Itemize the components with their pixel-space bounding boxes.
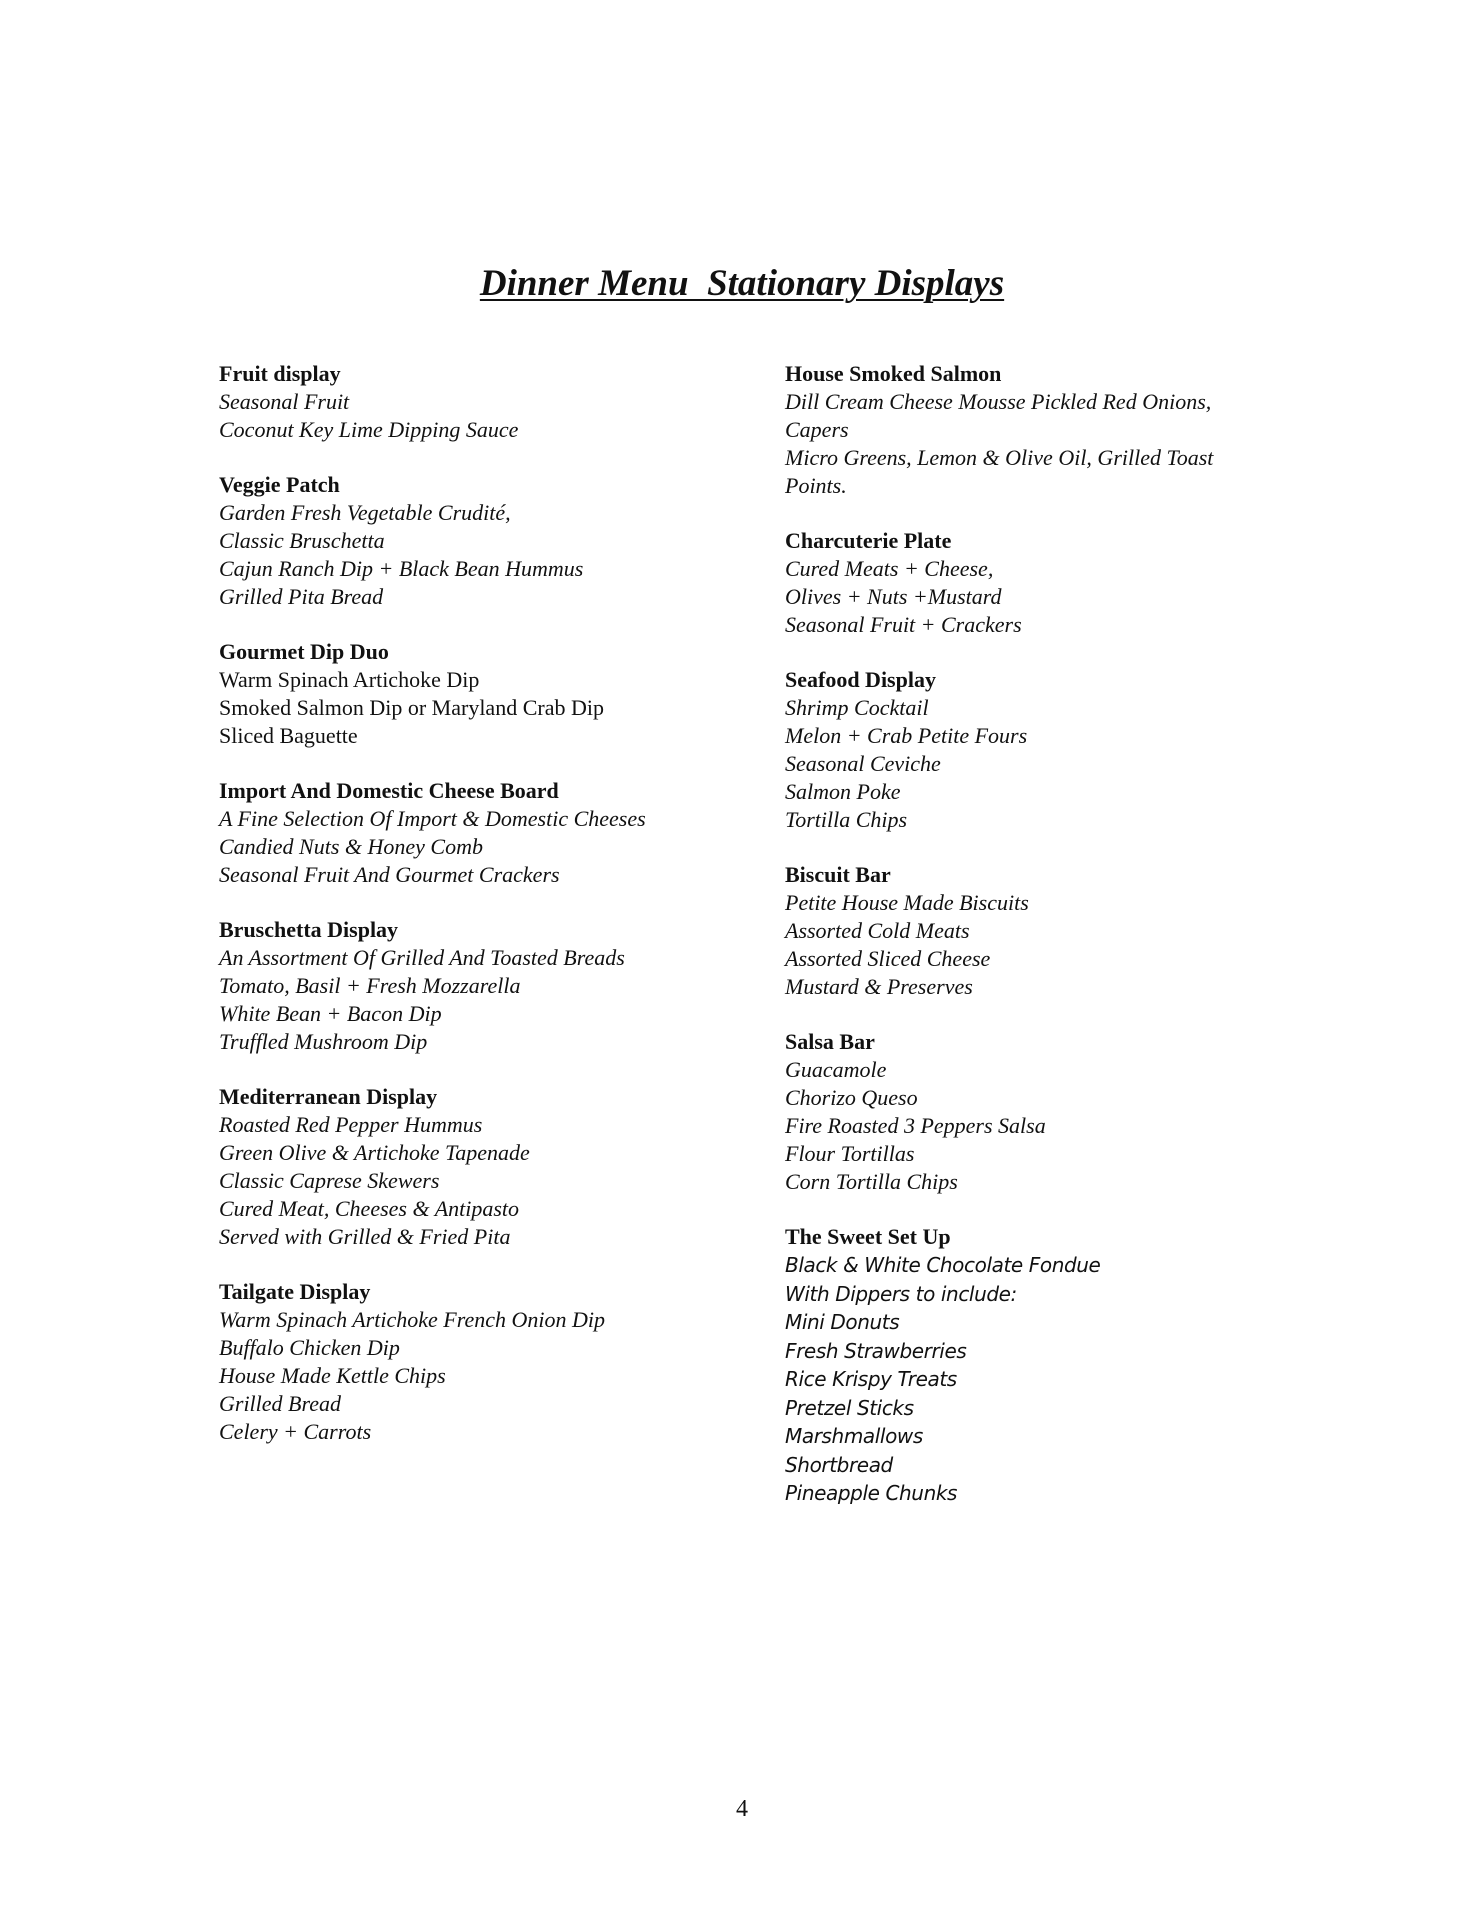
menu-section-salsa-bar [785,1028,1285,1196]
section-title: Import And Domestic Cheese Board [219,778,559,803]
page-title: Dinner Menu Stationary Displays [479,263,1005,304]
section-title: Tailgate Display [219,1279,371,1304]
menu-section-import-and-domestic-cheese-board [219,777,759,889]
menu-item: Melon + Crab Petite Fours [785,723,1028,748]
menu-section-biscuit-bar [785,861,1285,1001]
menu-item: Classic Bruschetta [219,528,385,553]
menu-item: Black & White Chocolate Fondue [785,1253,1101,1277]
section-title: Fruit display [219,361,341,386]
menu-item: Smoked Salmon Dip or Maryland Crab Dip [219,695,604,720]
menu-item: Micro Greens, Lemon & Olive Oil, Grilled Toast [785,445,1214,470]
menu-section-gourmet-dip-duo [219,638,759,750]
menu-item: Cured Meat, Cheeses & Antipasto [219,1196,520,1221]
menu-item: Tortilla Chips [785,807,908,832]
menu-item: A Fine Selection Of Import & Domestic Cheeses [219,806,646,831]
menu-item: White Bean + Bacon Dip [219,1001,442,1026]
menu-item: Grilled Bread [219,1391,341,1416]
menu-item: Seasonal Fruit + Crackers [785,612,1022,637]
menu-section-fruit-display [219,360,759,444]
menu-item: Capers [785,417,849,442]
menu-item: Shortbread [785,1452,893,1477]
right-menu-column [785,360,1285,1535]
menu-section-the-sweet-set-up [785,1223,1285,1508]
menu-section-charcuterie-plate [785,527,1285,639]
menu-item: Points. [785,473,847,498]
menu-item: Warm Spinach Artichoke French Onion Dip [219,1307,605,1332]
menu-item: Marshmallows [785,1424,923,1448]
menu-item: Classic Caprese Skewers [219,1168,440,1193]
menu-item: Green Olive & Artichoke Tapenade [219,1140,530,1165]
menu-item: Petite House Made Biscuits [785,890,1029,915]
left-menu-column [219,360,759,1473]
section-title: Veggie Patch [219,472,340,497]
section-title: House Smoked Salmon [785,361,1002,386]
menu-item: Tomato, Basil + Fresh Mozzarella [219,973,521,998]
menu-item: Pineapple Chunks [785,1481,958,1505]
menu-item: Served with Grilled & Fried Pita [219,1224,511,1249]
section-title: The Sweet Set Up [785,1224,951,1249]
section-title: Bruschetta Display [219,917,399,942]
menu-item: Celery + Carrots [219,1419,372,1444]
menu-item: Rice Krispy Treats [785,1367,957,1391]
menu-section-tailgate-display [219,1278,759,1446]
menu-item: Fire Roasted 3 Peppers Salsa [785,1113,1046,1138]
menu-item: Pretzel Sticks [785,1395,914,1420]
menu-item: Fresh Strawberries [785,1338,967,1363]
menu-item: Cured Meats + Cheese, [785,556,994,581]
page-number: 4 [736,1796,748,1822]
section-title: Salsa Bar [785,1029,875,1054]
menu-item: Seasonal Ceviche [785,751,941,776]
menu-item: Corn Tortilla Chips [785,1169,958,1194]
menu-item: Mustard & Preserves [785,974,973,999]
menu-section-house-smoked-salmon [785,360,1285,500]
menu-item: Assorted Sliced Cheese [785,946,991,971]
menu-item: Salmon Poke [785,779,901,804]
section-title: Charcuterie Plate [785,528,952,553]
menu-item: Assorted Cold Meats [785,918,970,943]
section-title: Seafood Display [785,667,936,692]
menu-item: An Assortment Of Grilled And Toasted Breads [219,945,625,970]
section-title: Gourmet Dip Duo [219,639,389,664]
menu-item: Grilled Pita Bread [219,584,384,609]
menu-item: Warm Spinach Artichoke Dip [219,667,480,692]
menu-item: Dill Cream Cheese Mousse Pickled Red Onions, [785,389,1212,414]
menu-section-veggie-patch [219,471,759,611]
menu-section-bruschetta-display [219,916,759,1056]
menu-item: Seasonal Fruit [219,389,350,414]
menu-item: Candied Nuts & Honey Comb [219,834,483,859]
menu-item: Guacamole [785,1057,887,1082]
menu-section-seafood-display [785,666,1285,834]
section-title: Mediterranean Display [219,1084,438,1109]
menu-item: Seasonal Fruit And Gourmet Crackers [219,862,560,887]
menu-item: Chorizo Queso [785,1085,918,1110]
menu-item: Flour Tortillas [785,1141,915,1166]
menu-item: House Made Kettle Chips [219,1363,446,1388]
menu-item: Olives + Nuts +Mustard [785,584,1002,609]
menu-item: Mini Donuts [785,1310,900,1334]
section-title: Biscuit Bar [785,862,891,887]
menu-item: With Dippers to include: [785,1281,1017,1306]
menu-item: Sliced Baguette [219,723,358,748]
menu-item: Shrimp Cocktail [785,695,929,720]
menu-item: Garden Fresh Vegetable Crudité, [219,500,511,525]
menu-section-mediterranean-display [219,1083,759,1251]
menu-item: Coconut Key Lime Dipping Sauce [219,417,519,442]
menu-item: Truffled Mushroom Dip [219,1029,428,1054]
menu-item: Cajun Ranch Dip + Black Bean Hummus [219,556,584,581]
menu-item: Buffalo Chicken Dip [219,1335,400,1360]
menu-item: Roasted Red Pepper Hummus [219,1112,483,1137]
